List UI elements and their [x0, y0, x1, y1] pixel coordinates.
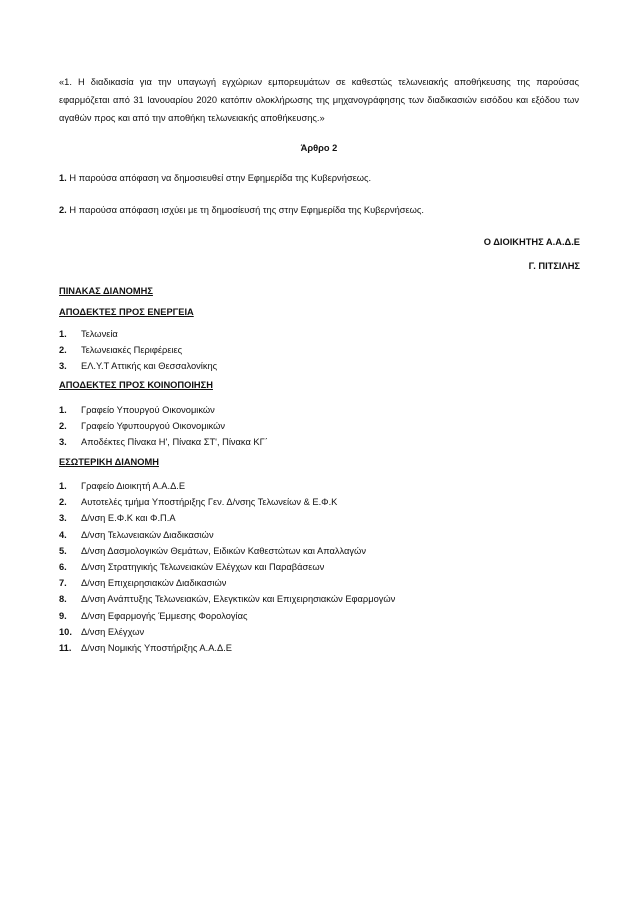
list-item: 10. Δ/νση Ελέγχων — [59, 626, 145, 637]
list-item: 8. Δ/νση Ανάπτυξης Τελωνειακών, Ελεγκτικών και Επιχειρησιακών Εφαρμογών — [59, 594, 396, 605]
list-item: 3. Αποδέκτες Πίνακα Η', Πίνακα ΣΤ', Πίνακα ΚΓ΄ — [59, 437, 268, 448]
list-internal — [59, 478, 395, 656]
list-item: 1. Γραφείο Υπουργού Οικονομικών — [59, 405, 215, 415]
distribution-title: ΠΙΝΑΚΑΣ ΔΙΑΝΟΜΗΣ — [59, 286, 153, 296]
paragraph-text: Η παρούσα απόφαση να δημοσιευθεί στην Εφημερίδα της Κυβερνήσεως. — [69, 173, 372, 183]
list-item: 1. Γραφείο Διοικητή Α.Α.Δ.Ε — [59, 481, 186, 491]
section-title-action: ΑΠΟΔΕΚΤΕΣ ΠΡΟΣ ΕΝΕΡΓΕΙΑ — [59, 307, 194, 317]
list-item: 2. Τελωνειακές Περιφέρειες — [59, 345, 183, 356]
paragraph-text: Η παρούσα απόφαση ισχύει με τη δημοσίευσή της στην Εφημερίδα της Κυβερνήσεως. — [69, 205, 424, 215]
intro-paragraph: «1. Η διαδικασία για την υπαγωγή εγχώριων εμπορευμάτων σε καθεστώς τελωνειακής αποθήκευσης της παρούσας εφαρμόζεται από 31 Ιανουαρίου 2020 κατόπιν ολοκλήρωσης της μηχανογράφησης των διαδικασιών εισόδου και εξόδου των αγαθών προς και από την αποθήκη τελωνειακής αποθήκευσης.» — [59, 77, 579, 123]
article-heading: Άρθρο 2 — [300, 143, 338, 153]
list-item: 3. Δ/νση Ε.Φ.Κ και Φ.Π.Α — [59, 513, 176, 524]
section-title-internal: ΕΣΩΤΕΡΙΚΗ ΔΙΑΝΟΜΗ — [59, 457, 159, 467]
list-item: 6. Δ/νση Στρατηγικής Τελωνειακών Ελέγχων και Παραβάσεων — [59, 561, 325, 572]
paragraph-number: 1. — [59, 173, 67, 183]
list-item: 9. Δ/νση Εφαρμογής Έμμεσης Φορολογίας — [59, 610, 248, 621]
signature-name: Γ. ΠΙΤΣΙΛΗΣ — [528, 261, 580, 271]
list-notification — [59, 402, 268, 451]
paragraph-2 — [59, 205, 579, 215]
signature-title: Ο ΔΙΟΙΚΗΤΗΣ Α.Α.Δ.Ε — [483, 237, 580, 247]
list-item: 3. ΕΛ.Υ.Τ Αττικής και Θεσσαλονίκης — [59, 361, 218, 372]
paragraph-number: 2. — [59, 205, 67, 215]
list-action — [59, 326, 217, 375]
list-item: 7. Δ/νση Επιχειρησιακών Διαδικασιών — [59, 578, 227, 589]
list-item: 4. Δ/νση Τελωνειακών Διαδικασιών — [59, 529, 214, 540]
list-item: 2. Αυτοτελές τμήμα Υποστήριξης Γεν. Δ/νσης Τελωνείων & Ε.Φ.Κ — [59, 497, 338, 508]
paragraph-1 — [59, 173, 579, 183]
section-title-notification: ΑΠΟΔΕΚΤΕΣ ΠΡΟΣ ΚΟΙΝΟΠΟΙΗΣΗ — [59, 380, 213, 390]
list-item: 2. Γραφείο Υφυπουργού Οικονομικών — [59, 421, 226, 432]
list-item: 1. Τελωνεία — [59, 329, 118, 339]
list-item: 5. Δ/νση Δασμολογικών Θεμάτων, Ειδικών Καθεστώτων και Απαλλαγών — [59, 545, 366, 556]
list-item: 11. Δ/νση Νομικής Υποστήριξης Α.Α.Δ.Ε — [59, 642, 232, 653]
